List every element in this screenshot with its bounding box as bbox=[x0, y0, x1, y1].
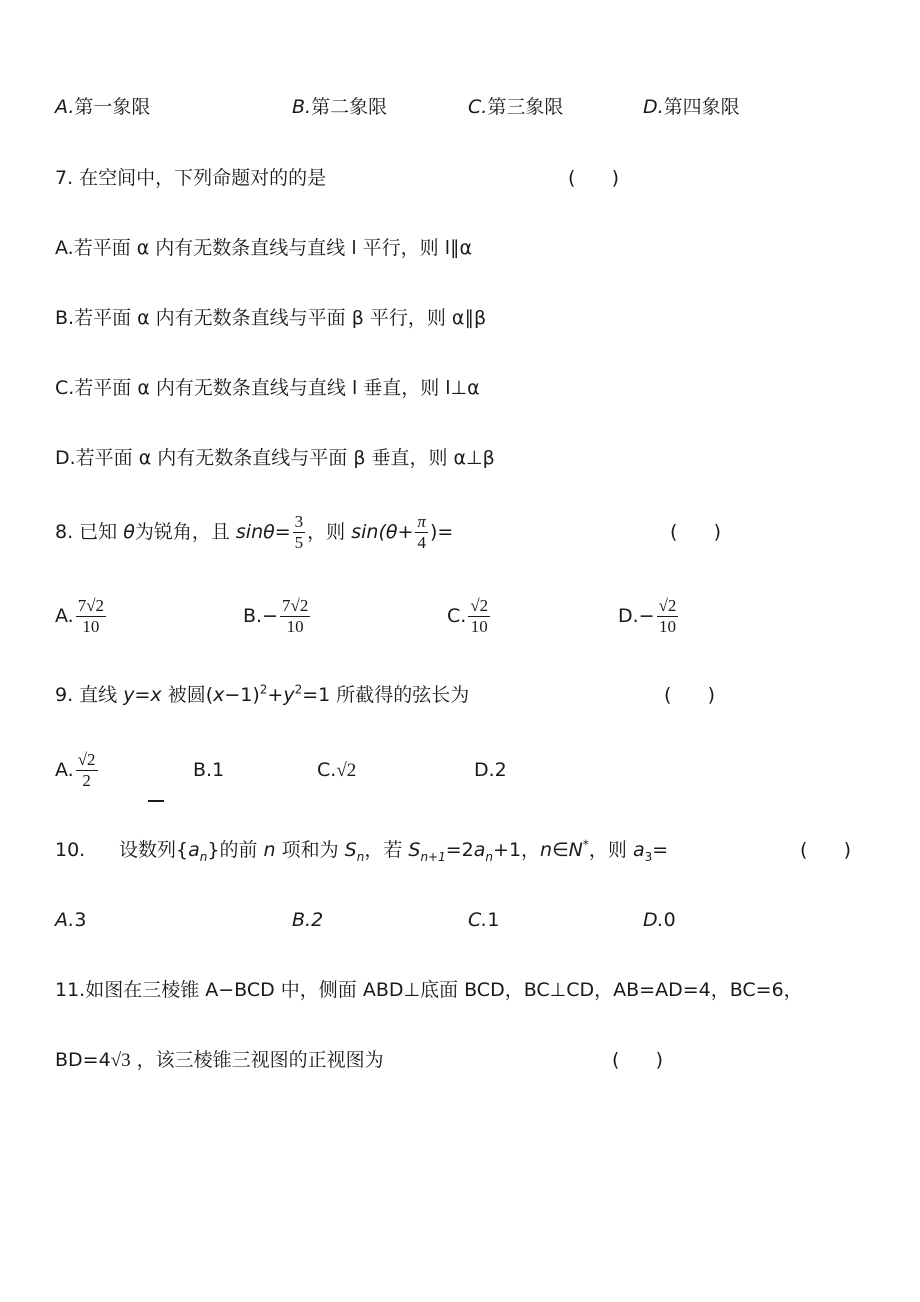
q10-var: n bbox=[540, 839, 553, 861]
option-fraction bbox=[76, 750, 98, 791]
q8-option-d bbox=[618, 592, 680, 640]
subscript: n bbox=[485, 849, 494, 864]
q10-text: =2 bbox=[445, 839, 474, 861]
option-text: 0 bbox=[663, 909, 676, 931]
numerator: √2 bbox=[658, 596, 677, 615]
denominator: 2 bbox=[82, 771, 91, 790]
q10-text: ∈ bbox=[552, 839, 569, 861]
option-text: 3 bbox=[74, 909, 87, 931]
option-label: D.− bbox=[618, 605, 655, 627]
q9-text: =1 所截得的弦长为 bbox=[302, 684, 470, 706]
q8-tail: )= bbox=[429, 521, 454, 543]
q8-text: ，则 bbox=[307, 521, 346, 543]
exponent: 2 bbox=[259, 682, 268, 697]
option-label: A. bbox=[55, 759, 74, 781]
q8-option-c bbox=[447, 592, 492, 640]
option-text: 第三象限 bbox=[487, 96, 564, 118]
q11-text: ，该三棱锥三视图的正视图为 bbox=[136, 1049, 384, 1071]
q10-var: N bbox=[568, 839, 583, 861]
q6-option-b bbox=[292, 94, 387, 120]
numerator: π bbox=[417, 512, 426, 531]
q11-stem-line2 bbox=[55, 1047, 384, 1074]
q10-option-c bbox=[468, 907, 499, 933]
option-fraction bbox=[76, 596, 106, 637]
q9-text: 被圆( bbox=[167, 684, 214, 706]
option-label: A. bbox=[55, 605, 74, 627]
q10-var: S bbox=[408, 839, 421, 861]
q10-option-b bbox=[292, 907, 323, 933]
q10-var: a bbox=[632, 839, 645, 861]
stray-dash-mark bbox=[148, 800, 164, 802]
fraction-3-5 bbox=[293, 512, 306, 553]
q7-option-c: C.若平面 α 内有无数条直线与直线 l 垂直，则 l⊥α bbox=[55, 377, 480, 399]
option-label: D. bbox=[643, 909, 664, 931]
denominator: 5 bbox=[294, 533, 304, 552]
numerator: √2 bbox=[77, 750, 96, 769]
q10-text: +1， bbox=[493, 839, 541, 861]
denominator: 10 bbox=[470, 617, 488, 636]
q10-text: ，若 bbox=[364, 839, 403, 861]
q7-option-d: D.若平面 α 内有无数条直线与平面 β 垂直，则 α⊥β bbox=[55, 447, 495, 469]
q10-text: = bbox=[652, 839, 669, 861]
subscript: n+1 bbox=[420, 849, 446, 864]
q11-stem-line1: 11.如图在三棱锥 A−BCD 中，侧面 ABD⊥底面 BCD，BC⊥CD，AB=AD=4，BC=6， bbox=[55, 979, 803, 1001]
q10-option-d bbox=[643, 907, 676, 933]
q9-text: −1) bbox=[224, 684, 260, 706]
q10-var: a bbox=[188, 839, 200, 861]
q7-option-a: A.若平面 α 内有无数条直线与直线 l 平行，则 l∥α bbox=[55, 237, 473, 259]
q9-option-b: B.1 bbox=[193, 759, 225, 781]
q7-option-b: B.若平面 α 内有无数条直线与平面 β 平行，则 α∥β bbox=[55, 307, 487, 329]
superscript: * bbox=[582, 837, 589, 852]
option-text: 第一象限 bbox=[74, 96, 151, 118]
q9-eq: y=x bbox=[123, 684, 162, 706]
q9-option-a bbox=[55, 746, 100, 794]
sqrt-value: √3 bbox=[110, 1050, 131, 1071]
q8-stem bbox=[55, 510, 453, 554]
numerator: 7√2 bbox=[282, 596, 309, 615]
option-fraction bbox=[657, 596, 679, 637]
q10-answer-paren: ( ) bbox=[800, 839, 852, 861]
numerator: 3 bbox=[294, 512, 304, 531]
q10-var: a bbox=[473, 839, 486, 861]
option-label: C. bbox=[468, 96, 488, 118]
numerator: √2 bbox=[470, 596, 489, 615]
q9-stem bbox=[55, 682, 469, 708]
q6-option-c bbox=[468, 94, 563, 120]
q11-text: BD=4 bbox=[55, 1049, 111, 1071]
denominator: 10 bbox=[659, 617, 677, 636]
q10-stem bbox=[119, 837, 668, 863]
q10-text: 项和为 bbox=[281, 839, 339, 861]
q8-option-b bbox=[243, 592, 312, 640]
option-label: D. bbox=[643, 96, 664, 118]
sqrt-value: √2 bbox=[336, 760, 357, 781]
q7-answer-paren: ( ) bbox=[568, 167, 620, 189]
q10-var: S bbox=[344, 839, 357, 861]
q8-option-a bbox=[55, 592, 108, 640]
option-fraction bbox=[468, 596, 490, 637]
option-label: C. bbox=[468, 909, 488, 931]
q8-sin-theta: sinθ= bbox=[235, 521, 291, 543]
q9-x: x bbox=[213, 684, 225, 706]
q8-num: 8. 已知 bbox=[55, 521, 118, 543]
q9-answer-paren: ( ) bbox=[664, 684, 716, 706]
option-label: C. bbox=[317, 759, 337, 781]
option-text: 1 bbox=[487, 909, 500, 931]
q10-text: }的前 bbox=[207, 839, 258, 861]
option-text: 第二象限 bbox=[311, 96, 388, 118]
q8-text: 为锐角，且 bbox=[134, 521, 230, 543]
q9-option-d: D.2 bbox=[474, 759, 507, 781]
option-fraction bbox=[280, 596, 310, 637]
subscript: n bbox=[356, 849, 365, 864]
q10-option-a bbox=[55, 907, 86, 933]
q11-answer-paren: ( ) bbox=[612, 1049, 664, 1071]
q8-answer-paren: ( ) bbox=[670, 521, 722, 543]
option-label: B. bbox=[292, 96, 312, 118]
denominator: 4 bbox=[417, 533, 426, 552]
option-label: C. bbox=[447, 605, 467, 627]
option-label: A. bbox=[55, 96, 75, 118]
q6-option-d bbox=[643, 94, 740, 120]
q6-option-a bbox=[55, 94, 150, 120]
option-label: B. bbox=[292, 909, 312, 931]
denominator: 10 bbox=[286, 617, 304, 636]
q9-num: 9. 直线 bbox=[55, 684, 118, 706]
q10-text: ，则 bbox=[588, 839, 627, 861]
q9-plus: + bbox=[267, 684, 284, 706]
option-text: 第四象限 bbox=[663, 96, 740, 118]
subscript: n bbox=[199, 849, 208, 864]
option-label: B.− bbox=[243, 605, 278, 627]
q10-text: 设数列{ bbox=[119, 839, 189, 861]
exponent: 2 bbox=[294, 682, 303, 697]
q9-y: y bbox=[283, 684, 295, 706]
q10-num: 10. bbox=[55, 839, 86, 861]
subscript: 3 bbox=[644, 849, 653, 864]
q7-stem: 7. 在空间中，下列命题对的的是 bbox=[55, 167, 327, 189]
q10-var: n bbox=[263, 839, 276, 861]
option-text: 2 bbox=[311, 909, 324, 931]
option-label: A. bbox=[55, 909, 75, 931]
q9-option-c bbox=[317, 757, 356, 784]
denominator: 10 bbox=[82, 617, 100, 636]
numerator: 7√2 bbox=[77, 596, 105, 615]
q8-theta: θ bbox=[123, 521, 135, 543]
fraction-pi-4 bbox=[415, 512, 428, 553]
q8-sin-expr: sin(θ+ bbox=[351, 521, 414, 543]
